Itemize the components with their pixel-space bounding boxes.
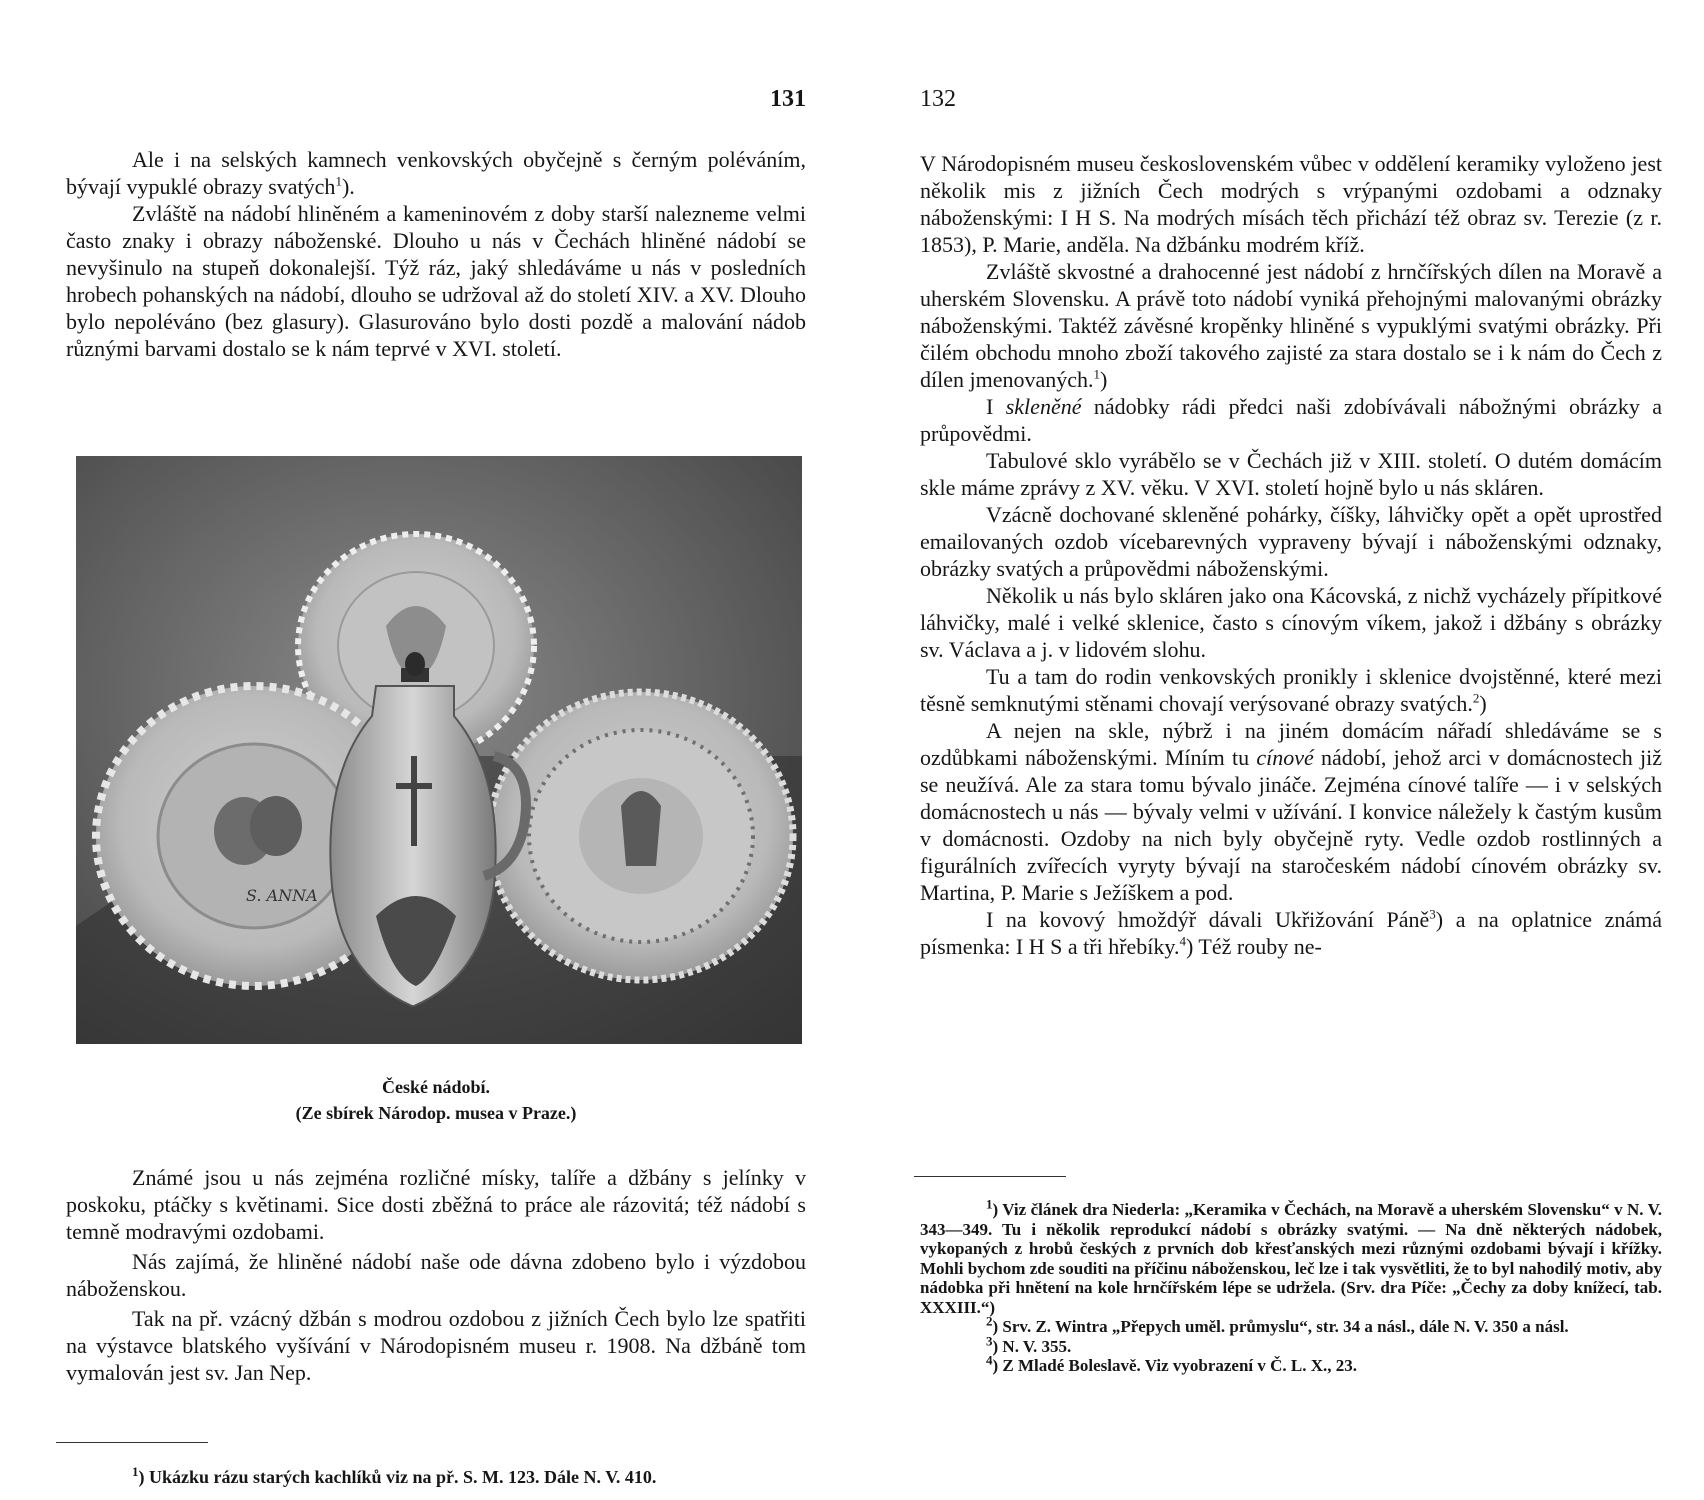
left-page bbox=[66, 0, 806, 1500]
right-body-text bbox=[920, 150, 1662, 960]
paragraph: V Národopisném museu československém vůbec v oddělení keramiky vyloženo jest několik mis z jižních Čech modrých s vrýpanými ozdobami a odznaky náboženskými: I H S. Na modrých mísách těch přichází též obraz sv. Terezie (z r. 1853), P. Marie, anděla. Na džbánku modrém kříž. bbox=[920, 151, 1662, 257]
right-footnotes bbox=[920, 1196, 1662, 1376]
footnote: $^2$) Srv. Z. Wintra „Přepych uměl. průmyslu“, str. 34 a násl., dále N. V. 350 a násl. bbox=[986, 1313, 1569, 1336]
right-plate bbox=[489, 692, 793, 980]
paragraph: Nás zajímá, že hliněné nádobí naše ode dávna zdobeno bylo i výzdobou náboženskou. bbox=[66, 1249, 806, 1301]
paragraph: A nejen na skle, nýbrž i na jiném domácím nářadí shledáváme se s ozdůbkami náboženskými. Míním tu cínové nádobí, jehož arci v domácnostech již se neužívá. Ale za stara tomu bývalo jináče. Zejména cínové talíře — i v selských domácnostech u nás — bývaly velmi v užívání. I konvice náležely k častým kusům v domácnosti. Ozdoby na nich byly obyčejně ryty. Vedle ozdob rostlinných a figurálních zvířecích vyryty bývají na staročeském nádobí cínovém obrázky sv. Martina, P. Marie s Ježíškem a pod. bbox=[920, 718, 1662, 905]
page-number: 131 bbox=[770, 86, 806, 112]
page-number: 132 bbox=[920, 86, 956, 112]
paragraph: I skleněné nádobky rádi předci naši zdobívávali nábožnými obrázky a průpovědmi. bbox=[920, 394, 1663, 446]
right-page bbox=[920, 0, 1662, 1500]
paragraph: Známé jsou u nás zejména rozličné mísky, talíře a džbány s jelínky v poskoku, ptáčky s květinami. Sice dosti zběžná to práce ale rázovitá; též nádobí s temně modravými ozdobami. bbox=[66, 1165, 806, 1244]
paragraph: Tak na př. vzácný džbán s modrou ozdobou z jižních Čech bylo lze spatřiti na výstavce blatského vyšívání v Národopisném museu r. 1908. Na džbáně tom vymalován jest sv. Jan Nep. bbox=[66, 1306, 806, 1385]
paragraph: Tabulové sklo vyrábělo se v Čechách již v XIII. století. O dutém domácím skle máme zprávy z XV. věku. V XVI. století hojně bylo u nás skláren. bbox=[920, 448, 1662, 500]
footnote: $^1$) Viz článek dra Niederla: „Keramika v Čechách, na Moravě a uherském Slovensku“ v N. V. 343—349. Tu i několik reprodukcí nádobí s obrázky svatými. — Na dně některých nádobek, vykopaných z hrobů českých z prvních dob křesťanských mezi různými ozdobami bývají i křížky. Mohli bychom zde souditi na příčinu náboženskou, leč lze i tak vysvětliti, že to byl nahodilý motiv, aby nádobka při hnětení na kole hrnčířském lépe se udržela. (Srv. dra Píče: „Čechy za doby knížecí, tab. XXXIII.“) bbox=[920, 1196, 1662, 1317]
paragraph: Zvláště skvostné a drahocenné jest nádobí z hrnčířských dílen na Moravě a uherském Slovensku. A právě toto nádobí vyniká přehojnými malovanými obrázky náboženskými. Taktéž závěsné kropěnky hliněné s vypuklými svatými obrázky. Při čilém obchodu mnoho zboží takového zajisté za stara dostalo se i k nám do Čech z dílen jmenovaných.$^1$) bbox=[920, 259, 1662, 392]
left-top-text bbox=[66, 146, 806, 362]
plate-inscription: S. ANNA bbox=[246, 886, 318, 905]
paragraph: Zvláště na nádobí hliněném a kameninovém z doby starší nalezneme velmi často znaky i obrazy náboženské. Dlouho u nás v Čechách hliněné nádobí se nevyšinulo na stupeň dokonalejší. Týž ráz, jaký shledáváme u nás v posledních hrobech pohanských na nádobí, dlouho se udržoval až do století XIV. a XV. Dlouho bylo nepoléváno (bez glasury). Glasurováno bylo dosti pozdě a malování nádob různými barvami dostalo se k nám teprvé v XVI. století. bbox=[66, 201, 806, 361]
footnote: $^1$) Ukázku rázu starých kachlíků viz na př. S. M. 123. Dále N. V. 410. bbox=[132, 1464, 657, 1487]
footnote-rule bbox=[56, 1442, 208, 1443]
figure-caption bbox=[66, 1074, 806, 1126]
paragraph: Tu a tam do rodin venkovských pronikly i sklenice dvojstěnné, které mezi těsně semknutými stěnami chovají verýsované obrazy svatých.$^2$) bbox=[920, 664, 1662, 716]
footnote-ref: 1 bbox=[335, 173, 342, 189]
caption-source: (Ze sbírek Národop. musea v Praze.) bbox=[295, 1103, 577, 1123]
left-lower-text bbox=[66, 1164, 806, 1389]
paragraph: Několik u nás bylo skláren jako ona Kácovská, z nichž vycházely přípitkové láhvičky, malé i velké sklenice, často s cínovým víkem, jakož i džbány s obrázky sv. Václava a j. v lidovém slohu. bbox=[920, 583, 1662, 662]
paragraph: Ale i na selských kamnech venkovských obyčejně s černým poléváním, bývají vypuklé obrazy svatých$^1$). bbox=[66, 147, 806, 199]
left-footnotes bbox=[66, 1464, 806, 1488]
ceramics-photograph bbox=[76, 456, 802, 1044]
caption-title: České nádobí. bbox=[381, 1077, 491, 1097]
paragraph: Vzácně dochované skleněné pohárky, číšky, láhvičky opět a opět uprostřed emailovaných ozdob vícebarevných vypraveny bývají i náboženskými odznaky, obrázky svatých a průpovědmi náboženskými. bbox=[920, 502, 1662, 581]
photo-ceramics bbox=[76, 456, 802, 1044]
footnote: $^3$) N. V. 355. bbox=[986, 1332, 1072, 1356]
paragraph: I na kovový hmoždýř dávali Ukřižování Páně$^3$) a na oplatnice známá písmenka: I H S a tři hřebíky.$^4$) Též rouby ne- bbox=[920, 906, 1662, 959]
footnote-rule bbox=[914, 1176, 1066, 1177]
footnote: $^4$) Z Mladé Boleslavě. Viz vyobrazení v Č. L. X., 23. bbox=[986, 1352, 1358, 1375]
emphasis: cínové bbox=[1256, 745, 1314, 770]
emphasis: skleněné bbox=[1005, 394, 1082, 419]
